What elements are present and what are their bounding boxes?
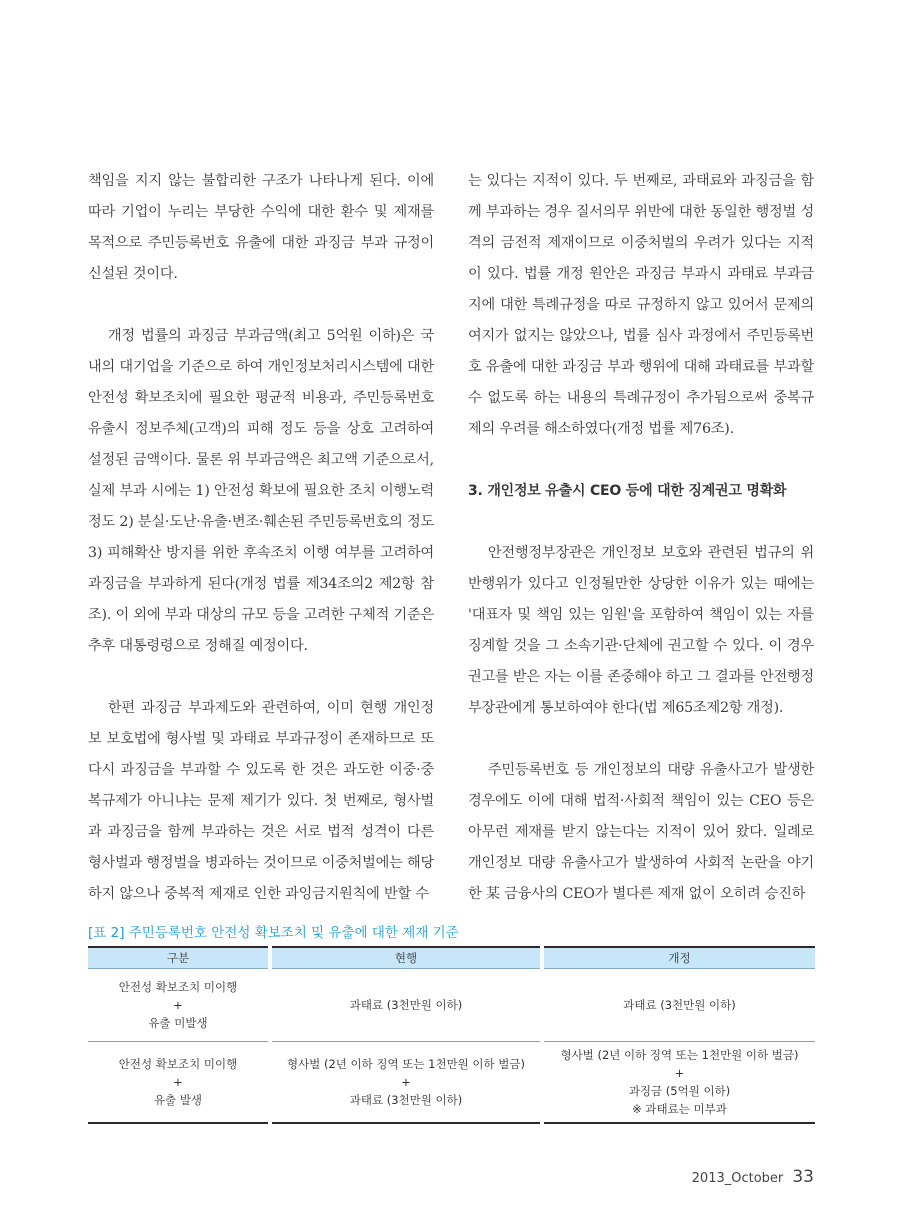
table-row (88, 1042, 815, 1124)
header-category: 구분 (88, 947, 270, 969)
left-paragraph-2: 개정 법률의 과징금 부과금액(최고 5억원 이하)은 국내의 대기업을 기준으로 하여 개인정보처리시스템에 대한 안전성 확보조치에 필요한 평균적 비용과, 주민등록번호 유출시 정보주체(고객)의 피해 정도 등을 상호 고려하여 설정된 금액이다. 물론 위 부과금액은 최고액 기준으로서, 실제 부과 시에는 1) 안전성 확보에 필요한 조치 이행노력 정도 2) 분실·도난·유출·변조·훼손된 주민등록번호의 정도 3) 피해확산 방지를 위한 후속조치 이행 여부를 고려하여 과징금을 부과하게 된다(개정 법률 제34조의2 제2항 참조). 이 외에 부과 대상의 규모 등을 고려한 구체적 기준은 추후 대통령령으로 정해질 예정이다. (88, 328, 434, 654)
cell-line: 과태료 (3천만원 이하) (623, 998, 736, 1012)
cell-line: + (173, 998, 183, 1012)
header-revised: 개정 (542, 947, 815, 969)
row1-category-cell (88, 969, 270, 1042)
left-paragraph-3: 한편 과징금 부과제도와 관련하여, 이미 현행 개인정보 보호법에 형사벌 및 과태료 부과규정이 존재하므로 또다시 과징금을 부과할 수 있도록 한 것은 과도한 이중·중복규제가 아니냐는 문제 제기가 있다. 첫 번째로, 형사벌과 과징금을 함께 부과하는 것은 서로 법적 성격이 다른 형사벌과 행정벌을 병과하는 것이므로 이중처벌에는 해당하지 않으나 중복적 제재로 인한 과잉금지원칙에 반할 수 (88, 700, 434, 902)
cell-line: ※ 과태료는 미부과 (632, 1102, 727, 1116)
table-row (88, 969, 815, 1042)
cell-line: 형사벌 (2년 이하 징역 또는 1천만원 이하 벌금) (286, 1057, 526, 1071)
left-column (88, 166, 434, 910)
cell-line: + (401, 1075, 411, 1089)
right-paragraph-2: 안전행정부장관은 개인정보 보호와 관련된 법규의 위반행위가 있다고 인정될만한 상당한 이유가 있는 때에는 '대표자 및 책임 있는 임원'을 포함하여 책임이 있는 자를 징계할 것을 그 소속기관·단체에 권고할 수 있다. 이 경우 권고를 받은 자는 이를 존중해야 하고 그 결과를 안전행정부장관에게 통보하여야 한다(법 제65조제2항 개정). (468, 545, 814, 716)
cell-line: 유출 미발생 (148, 1016, 208, 1030)
cell-line: 유출 발생 (153, 1093, 203, 1107)
row1-current-cell (270, 969, 542, 1042)
section-heading: 3. 개인정보 유출시 CEO 등에 대한 징계권고 명확화 (468, 483, 787, 499)
sanction-table (88, 946, 815, 1124)
row2-category-cell (88, 1042, 270, 1124)
header-current: 현행 (270, 947, 542, 969)
table-title: [표 2] 주민등록번호 안전성 확보조치 및 유출에 대한 제재 기준 (88, 925, 459, 941)
cell-line: 안전성 확보조치 미이행 (118, 1057, 238, 1071)
page-number: 33 (792, 1167, 814, 1187)
page-footer (692, 1167, 814, 1187)
right-column (468, 166, 814, 910)
row2-current-cell (270, 1042, 542, 1124)
left-paragraph-1: 책임을 지지 않는 불합리한 구조가 나타나게 된다. 이에 따라 기업이 누리는 부당한 수익에 대한 환수 및 제재를 목적으로 주민등록번호 유출에 대한 과징금 부과 규정이 신설된 것이다. (88, 173, 434, 282)
row2-revised-cell (542, 1042, 815, 1124)
right-paragraph-3: 주민등록번호 등 개인정보의 대량 유출사고가 발생한 경우에도 이에 대해 법적·사회적 책임이 있는 CEO 등은 아무런 제재를 받지 않는다는 지적이 있어 왔다. 일례로 개인정보 대량 유출사고가 발생하여 사회적 논란을 야기한 某 금융사의 CEO가 별다른 제재 없이 오히려 승진하 (468, 762, 814, 902)
right-paragraph-1: 는 있다는 지적이 있다. 두 번째로, 과태료와 과징금을 함께 부과하는 경우 질서의무 위반에 대한 동일한 행정벌 성격의 금전적 제재이므로 이중처벌의 우려가 있다는 지적이 있다. 법률 개정 원안은 과징금 부과시 과태료 부과금지에 대한 특례규정을 따로 규정하지 않고 있어서 문제의 여지가 없지는 않았으나, 법률 심사 과정에서 주민등록번호 유출에 대한 과징금 부과 행위에 대해 과태료를 부과할 수 없도록 하는 내용의 특례규정이 추가됨으로써 중복규제의 우려를 해소하였다(개정 법률 제76조). (468, 173, 814, 437)
cell-line: 과태료 (3천만원 이하) (349, 998, 463, 1012)
table-header-row (88, 947, 815, 969)
cell-line: 과징금 (5억원 이하) (628, 1084, 731, 1098)
cell-line: 과태료 (3천만원 이하) (349, 1093, 463, 1107)
cell-line: 안전성 확보조치 미이행 (118, 980, 238, 994)
row1-revised-cell (542, 969, 815, 1042)
cell-line: + (674, 1066, 685, 1080)
issue-label: 2013_October (691, 1171, 784, 1186)
cell-line: + (173, 1075, 183, 1089)
cell-line: 형사벌 (2년 이하 징역 또는 1천만원 이하 벌금) (560, 1048, 799, 1062)
